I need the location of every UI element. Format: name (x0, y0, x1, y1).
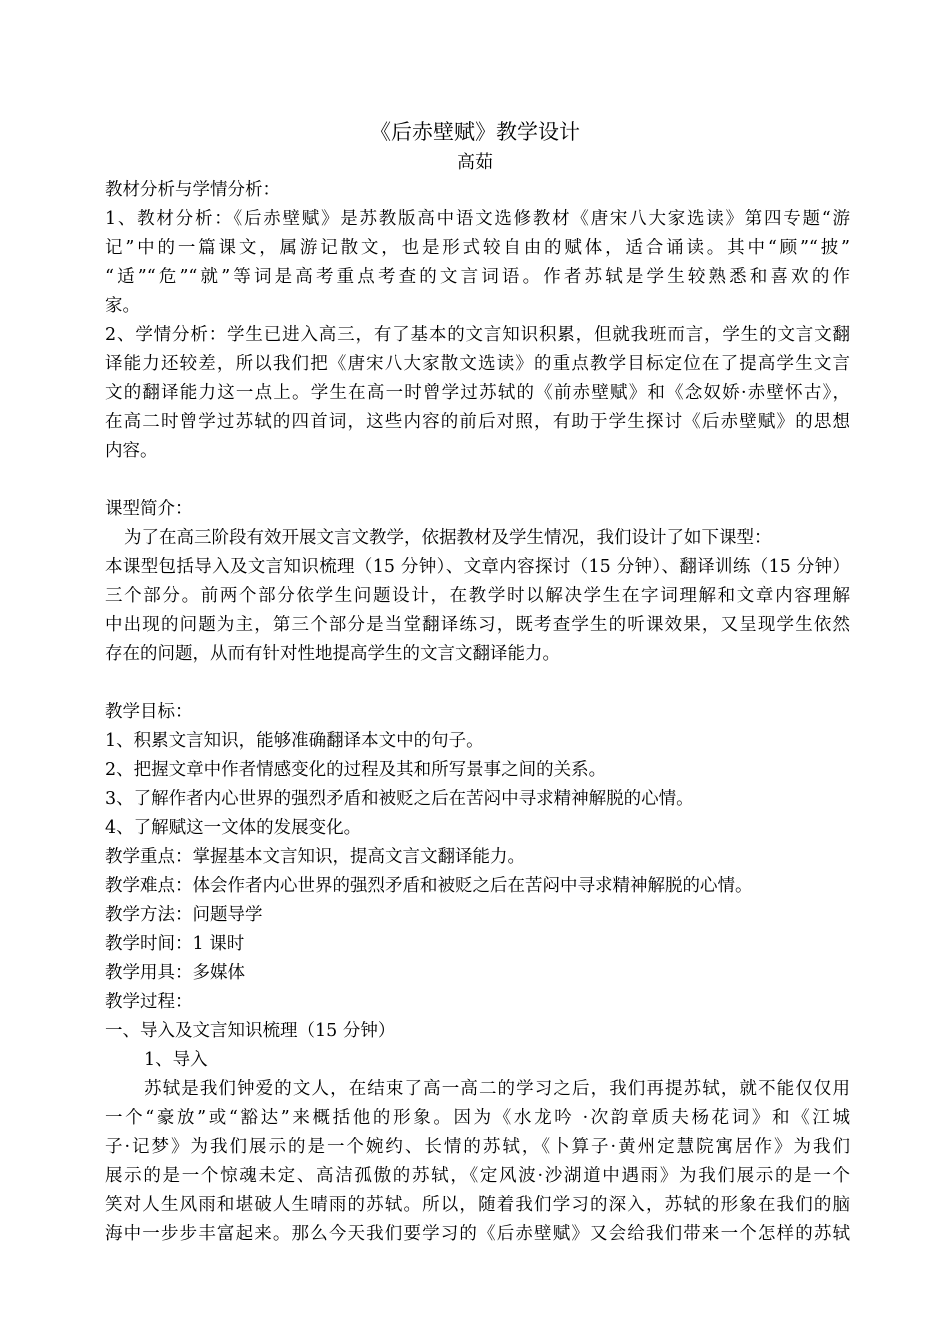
paragraph-line: 1、教材分析：《后赤壁赋》是苏教版高中语文选修教材《唐宋八大家选读》第四专题“游 (105, 209, 850, 229)
process-heading: 教学过程： (105, 992, 193, 1012)
difficulty: 教学难点：体会作者内心世界的强烈矛盾和被贬之后在苦闷中寻求精神解脱的心情。 (105, 876, 753, 896)
paragraph-line: 家。 (105, 296, 140, 316)
teaching-time: 教学时间：1 课时 (105, 934, 245, 954)
paragraph-line: 记”中的一篇课文，属游记散文，也是形式较自由的赋体，适合诵读。其中“顾”“披” (105, 238, 850, 258)
paragraph-line: 子·记梦》为我们展示的是一个婉约、长情的苏轼，《卜算子·黄州定慧院寓居作》为我们 (105, 1137, 850, 1157)
material-heading: 教材分析与学情分析： (105, 180, 280, 200)
page-title: 《后赤壁赋》教学设计 (370, 120, 580, 144)
goals-heading: 教学目标： (105, 702, 193, 722)
course-heading: 课型简介： (105, 499, 193, 519)
goal-item: 2、把握文章中作者情感变化的过程及其和所写景事之间的关系。 (105, 760, 607, 780)
paragraph-line: 苏轼是我们钟爱的文人，在结束了高一高二的学习之后，我们再提苏轼，就不能仅仅用 (144, 1079, 850, 1099)
paragraph-line: 译能力还较差，所以我们把《唐宋八大家散文选读》的重点教学目标定位在了提高学生文言 (105, 354, 850, 374)
paragraph-line: 2、学情分析：学生已进入高三，有了基本的文言知识积累，但就我班而言，学生的文言文翻 (105, 325, 850, 345)
goal-item: 4、了解赋这一文体的发展变化。 (105, 818, 362, 838)
paragraph-line: 内容。 (105, 441, 158, 461)
paragraph-line: 笑对人生风雨和堪破人生晴雨的苏轼。所以，随着我们学习的深入，苏轼的形象在我们的脑 (105, 1195, 850, 1215)
paragraph-line: 中出现的问题为主，第三个部分是当堂翻译练习，既考查学生的听课效果，又呈现学生依然 (105, 615, 850, 635)
paragraph-line: 海中一步步丰富起来。那么今天我们要学习的《后赤壁赋》又会给我们带来一个怎样的苏轼 (105, 1224, 850, 1244)
goal-item: 1、积累文言知识，能够准确翻译本文中的句子。 (105, 731, 484, 751)
subsection-heading: 1、导入 (144, 1050, 208, 1070)
paragraph-line: 展示的是一个惊魂未定、高洁孤傲的苏轼，《定风波·沙湖道中遇雨》为我们展示的是一个 (105, 1166, 850, 1186)
paragraph-line: 存在的问题，从而有针对性地提高学生的文言文翻译能力。 (105, 644, 560, 664)
key-point: 教学重点：掌握基本文言知识，提高文言文翻译能力。 (105, 847, 525, 867)
paragraph-line: 一个“豪放”或“豁达”来概括他的形象。因为《水龙吟 ·次韵章质夫杨花词》和《江城 (105, 1108, 850, 1128)
teaching-method: 教学方法：问题导学 (105, 905, 263, 925)
goal-item: 3、了解作者内心世界的强烈矛盾和被贬之后在苦闷中寻求精神解脱的心情。 (105, 789, 694, 809)
paragraph-line: 在高二时曾学过苏轼的四首词，这些内容的前后对照，有助于学生探讨《后赤壁赋》的思想 (105, 412, 850, 432)
paragraph-line: 本课型包括导入及文言知识梳理（15 分钟）、文章内容探讨（15 分钟）、翻译训练（15 分钟） (105, 557, 850, 577)
paragraph-line: 三个部分。前两个部分依学生问题设计，在教学时以解决学生在字词理解和文章内容理解 (105, 586, 850, 606)
paragraph-line: “适”“危”“就”等词是高考重点考查的文言词语。作者苏轼是学生较熟悉和喜欢的作 (105, 267, 850, 287)
paragraph-line: 为了在高三阶段有效开展文言文教学，依据教材及学生情况，我们设计了如下课型： (124, 528, 772, 548)
author-name: 高茹 (457, 152, 493, 173)
section-heading: 一、导入及文言知识梳理（15 分钟） (105, 1021, 396, 1041)
paragraph-line: 文的翻译能力这一点上。学生在高一时曾学过苏轼的《前赤壁赋》和《念奴娇·赤壁怀古》， (105, 383, 850, 403)
teaching-tools: 教学用具：多媒体 (105, 963, 245, 983)
